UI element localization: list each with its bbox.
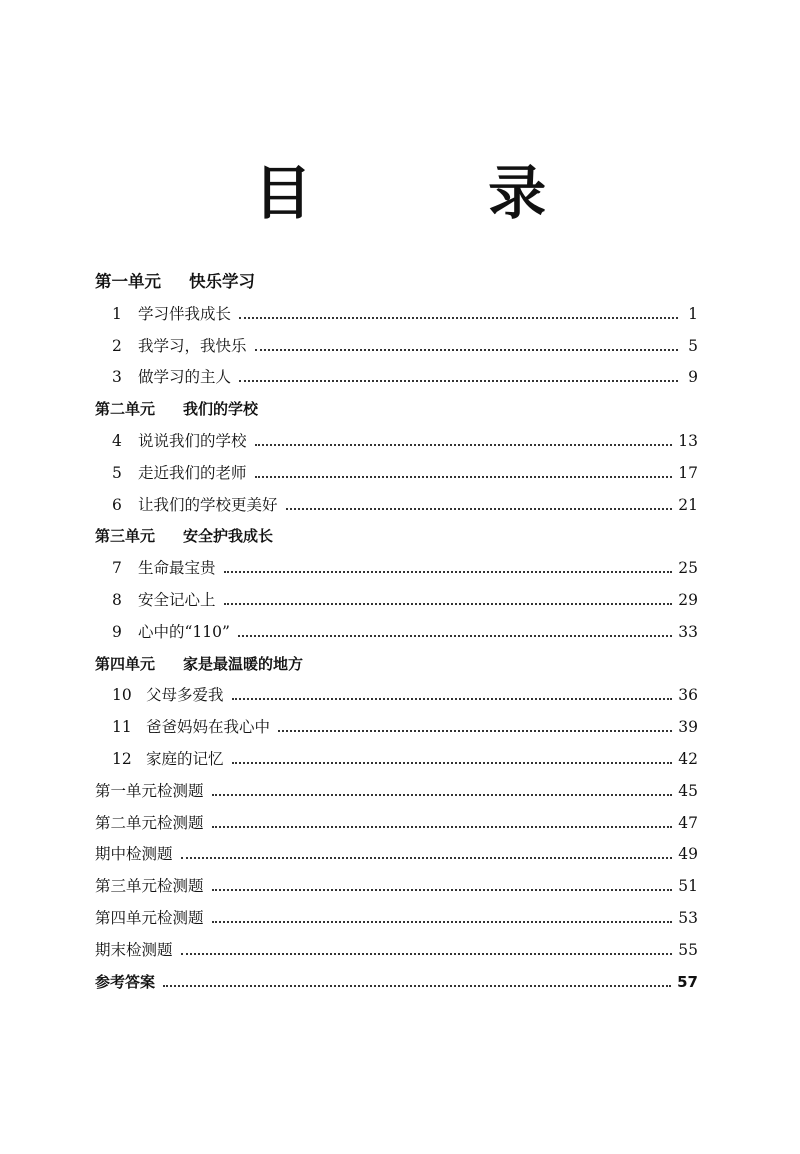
page-number: 49 bbox=[678, 845, 698, 864]
toc-entry[interactable] bbox=[95, 356, 698, 388]
lesson-number: 7 bbox=[112, 559, 122, 578]
dot-leader bbox=[212, 794, 673, 796]
page-title: 目 录 bbox=[253, 159, 625, 227]
lesson-title: 学习伴我成长 bbox=[138, 304, 232, 323]
page-number: 9 bbox=[688, 368, 698, 387]
page-number: 33 bbox=[678, 622, 698, 641]
dot-leader bbox=[278, 730, 672, 732]
page-number: 51 bbox=[678, 877, 698, 896]
lesson-number: 6 bbox=[112, 495, 122, 514]
page-number: 29 bbox=[678, 590, 698, 609]
toc-entry[interactable] bbox=[95, 451, 698, 483]
page-number: 36 bbox=[678, 686, 698, 705]
page-number: 1 bbox=[688, 304, 698, 323]
lesson-number: 3 bbox=[112, 368, 122, 387]
toc-entry[interactable] bbox=[95, 578, 698, 610]
dot-leader bbox=[286, 508, 673, 510]
lesson-title: 走近我们的老师 bbox=[138, 463, 247, 482]
dot-leader bbox=[232, 762, 673, 764]
unit-name: 家是最温暖的地方 bbox=[183, 654, 304, 673]
dot-leader bbox=[255, 444, 673, 446]
lesson-number: 12 bbox=[112, 749, 132, 768]
dot-leader bbox=[212, 889, 673, 891]
dot-leader bbox=[232, 698, 673, 700]
unit-name: 快乐学习 bbox=[189, 272, 255, 291]
dot-leader bbox=[181, 953, 673, 955]
test-title: 第三单元检测题 bbox=[95, 877, 204, 896]
test-title: 第一单元检测题 bbox=[95, 781, 204, 800]
lesson-number: 11 bbox=[112, 718, 132, 737]
page-number: 42 bbox=[678, 749, 698, 768]
unit-label: 第四单元 bbox=[95, 654, 156, 673]
page-number: 25 bbox=[678, 559, 698, 578]
unit-heading[interactable] bbox=[95, 258, 698, 292]
toc-entry[interactable] bbox=[95, 674, 698, 706]
page-number: 47 bbox=[678, 813, 698, 832]
lesson-title: 说说我们的学校 bbox=[138, 431, 247, 450]
dot-leader bbox=[255, 349, 678, 351]
unit-heading[interactable] bbox=[95, 387, 698, 419]
unit-label: 第一单元 bbox=[95, 272, 161, 291]
toc-entry[interactable] bbox=[95, 610, 698, 642]
unit-label: 第二单元 bbox=[95, 400, 156, 419]
unit-heading[interactable] bbox=[95, 642, 698, 674]
unit-name: 安全护我成长 bbox=[183, 527, 274, 546]
lesson-title: 我学习，我快乐 bbox=[138, 336, 247, 355]
page-number: 17 bbox=[678, 463, 698, 482]
lesson-title: 心中的“110” bbox=[138, 622, 230, 641]
faint-footer-text bbox=[250, 1105, 570, 1119]
lesson-title: 家庭的记忆 bbox=[146, 749, 224, 768]
lesson-number: 1 bbox=[112, 304, 122, 323]
test-entry[interactable] bbox=[95, 928, 698, 960]
toc-entry[interactable] bbox=[95, 546, 698, 578]
unit-label: 第三单元 bbox=[95, 527, 156, 546]
dot-leader bbox=[239, 380, 678, 382]
test-entry[interactable] bbox=[95, 769, 698, 801]
page-number: 39 bbox=[678, 718, 698, 737]
toc-entry[interactable] bbox=[95, 292, 698, 324]
page-number: 53 bbox=[678, 908, 698, 927]
lesson-number: 8 bbox=[112, 590, 122, 609]
test-entry[interactable] bbox=[95, 833, 698, 865]
toc-entry[interactable] bbox=[95, 419, 698, 451]
test-entry[interactable] bbox=[95, 864, 698, 896]
dot-leader bbox=[163, 985, 671, 987]
lesson-title: 爸爸妈妈在我心中 bbox=[146, 718, 271, 737]
dot-leader bbox=[212, 826, 673, 828]
toc-entry[interactable] bbox=[95, 483, 698, 515]
test-title: 期中检测题 bbox=[95, 845, 173, 864]
lesson-title: 生命最宝贵 bbox=[138, 559, 216, 578]
page-number: 55 bbox=[678, 940, 698, 959]
dot-leader bbox=[181, 857, 673, 859]
unit-heading[interactable] bbox=[95, 515, 698, 547]
toc-entry[interactable] bbox=[95, 737, 698, 769]
lesson-number: 9 bbox=[112, 622, 122, 641]
test-title: 期末检测题 bbox=[95, 940, 173, 959]
test-title: 第二单元检测题 bbox=[95, 813, 204, 832]
page-number: 5 bbox=[688, 336, 698, 355]
page-number: 57 bbox=[677, 972, 698, 991]
lesson-title: 让我们的学校更美好 bbox=[138, 495, 278, 514]
page-number: 45 bbox=[678, 781, 698, 800]
toc-entry[interactable] bbox=[95, 705, 698, 737]
dot-leader bbox=[224, 571, 673, 573]
test-title: 第四单元检测题 bbox=[95, 908, 204, 927]
unit-name: 我们的学校 bbox=[183, 400, 259, 419]
lesson-number: 2 bbox=[112, 336, 122, 355]
lesson-number: 4 bbox=[112, 431, 122, 450]
toc-entry[interactable] bbox=[95, 324, 698, 356]
dot-leader bbox=[238, 635, 672, 637]
dot-leader bbox=[255, 476, 673, 478]
lesson-title: 做学习的主人 bbox=[138, 368, 232, 387]
lesson-title: 安全记心上 bbox=[138, 590, 216, 609]
dot-leader bbox=[224, 603, 673, 605]
page-number: 21 bbox=[678, 495, 698, 514]
test-entry[interactable] bbox=[95, 801, 698, 833]
dot-leader bbox=[239, 317, 678, 319]
dot-leader bbox=[212, 921, 673, 923]
answers-entry[interactable] bbox=[95, 960, 698, 992]
lesson-title: 父母多爱我 bbox=[146, 686, 224, 705]
lesson-number: 10 bbox=[112, 686, 132, 705]
table-of-contents bbox=[95, 258, 698, 992]
lesson-number: 5 bbox=[112, 463, 122, 482]
answers-title: 参考答案 bbox=[95, 972, 156, 991]
test-entry[interactable] bbox=[95, 896, 698, 928]
page-number: 13 bbox=[678, 431, 698, 450]
